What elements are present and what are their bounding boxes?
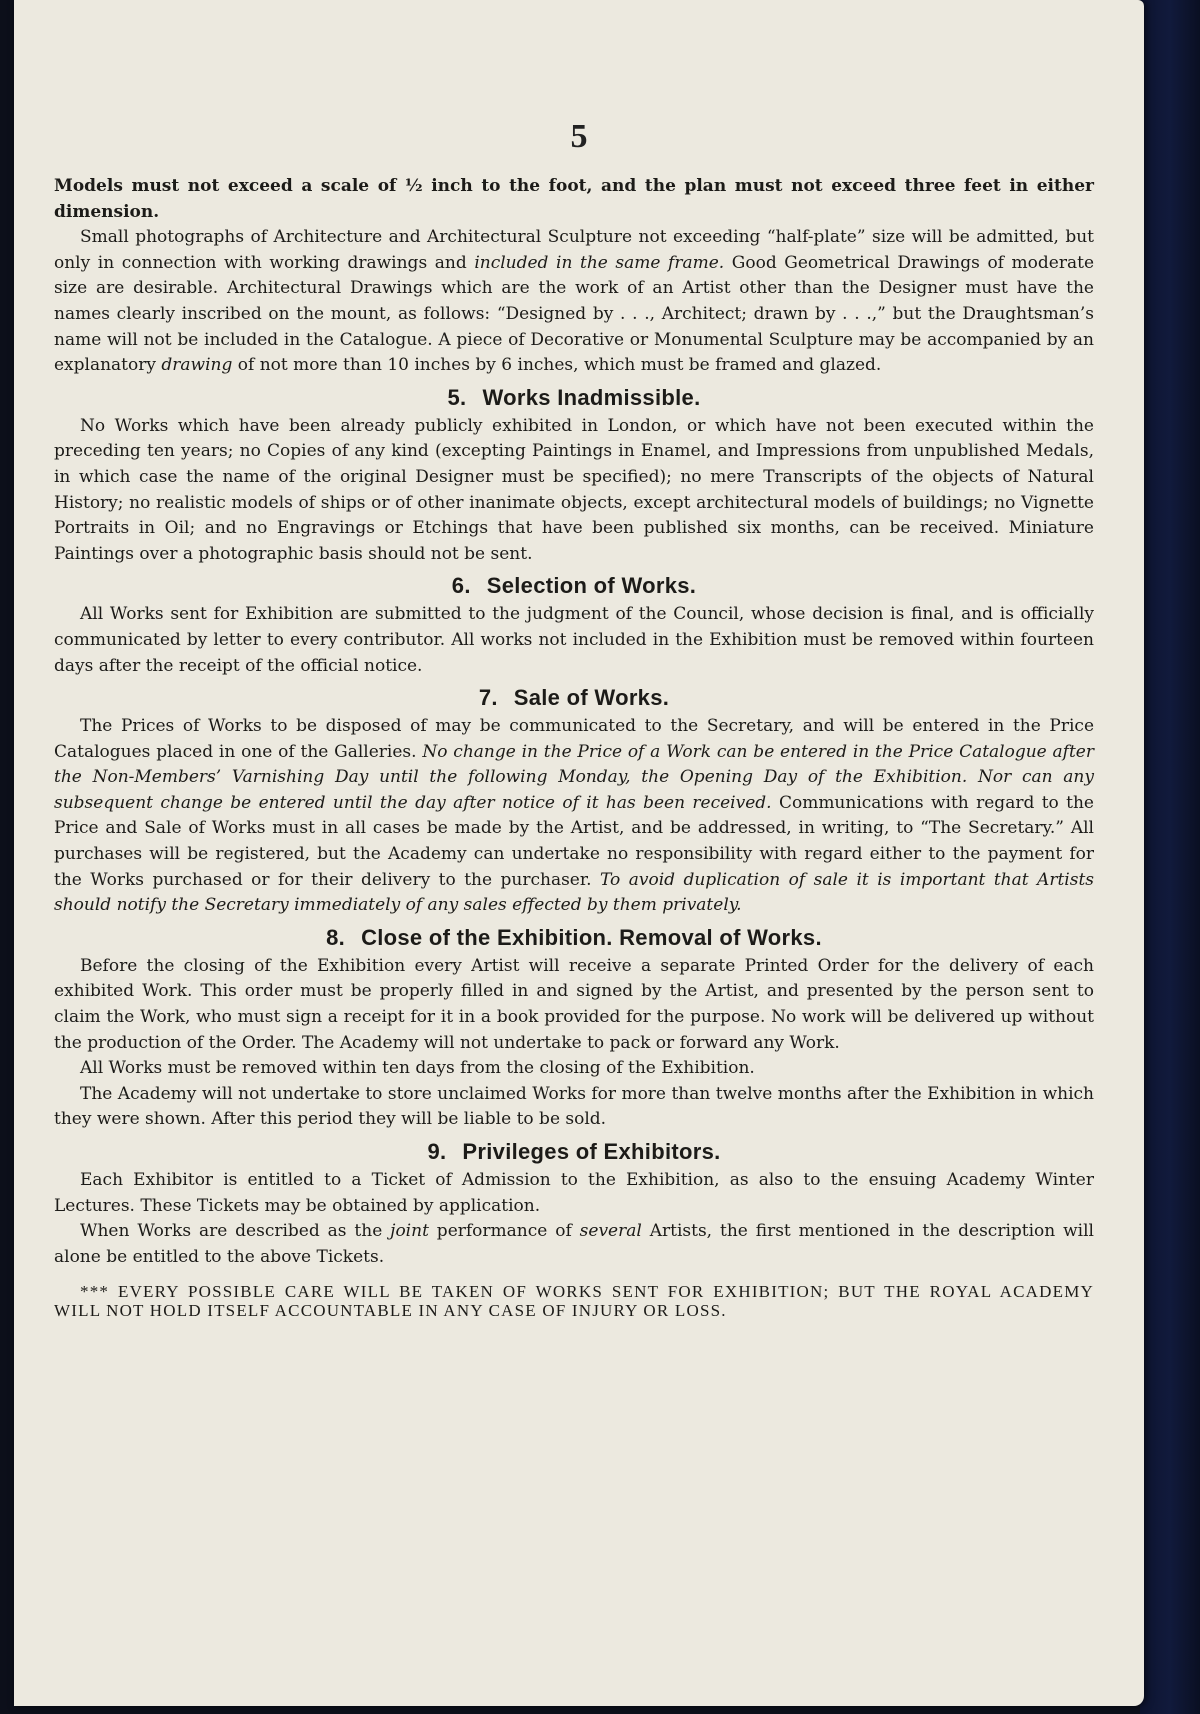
section-7-number: 7. [478, 685, 498, 711]
section-9-p2-emphasis-2: several [579, 1221, 642, 1242]
section-9-number: 9. [427, 1139, 447, 1164]
document-page [14, 0, 1144, 1706]
section-9-paragraph-1: Each Exhibitor is entitled to a Ticket of Admission to the Exhibition, as also to the ensuing Academy Winter Lectures. These Tickets may be obtained by application. [54, 1170, 1094, 1216]
intro-p2-text-c: of not more than 10 inches by 6 inches, which must be framed and glazed. [232, 355, 882, 376]
section-6-title: Selection of Works. [486, 573, 697, 599]
section-8-title: Close of the Exhibition. Removal of Works. [361, 924, 822, 950]
section-7-title: Sale of Works. [513, 685, 670, 711]
section-5-title: Works Inadmissible. [482, 384, 701, 410]
section-9-paragraph-2 [54, 1219, 1094, 1270]
section-9-p2-emphasis: joint [390, 1221, 429, 1242]
page-number: 5 [570, 118, 588, 155]
section-5-heading [54, 385, 1094, 411]
section-8-paragraph-3: The Academy will not undertake to store unclaimed Works for more than twelve months after the Exhibition in which they were shown. After this period they will be liable to be sold. [54, 1083, 1094, 1130]
section-7-emphasis-2: To avoid duplication of sale it is important that Artists should notify the Secretary immediately of any sales effected by them privately. [54, 869, 1094, 916]
section-7-text [54, 714, 1094, 919]
section-7-text-b: Communications with regard to the Price and Sale of Works must in all cases be made by the Artist, and be addressed, in writing, to “The Secretary.” All purchases will be registered, but the Academy can undertake no responsibility with regard either to the payment for the Works purchased or for their delivery to the purchaser. [54, 792, 1094, 890]
section-8-paragraph-1: Before the closing of the Exhibition every Artist will receive a separate Printed Order for the delivery of each exhibited Work. This order must be properly filled in and signed by the Artist, and presented by the person sent to claim the Work, who must sign a receipt for it in a book provided for the purpose. No work will be delivered up without the production of the Order. The Academy will not undertake to pack or forward any Work. [54, 955, 1094, 1053]
section-9-p2-text-b: performance of [428, 1221, 580, 1242]
liability-notice: *** EVERY POSSIBLE CARE WILL BE TAKEN OF WORKS SENT FOR EXHIBITION; BUT THE ROYAL ACADEMY WILL NOT HOLD ITSELF ACCOUNTABLE IN ANY CASE OF INJURY OR LOSS. [54, 1282, 1094, 1321]
section-7-text-a: The Prices of Works to be disposed of may be communicated to the Secretary, and will be entered in the Price Catalogues placed in one of the Galleries. [54, 716, 1094, 762]
intro-paragraph-1: Models must not exceed a scale of ½ inch to the foot, and the plan must not exceed three feet in either dimension. [54, 176, 1094, 222]
section-9-title: Privileges of Exhibitors. [462, 1139, 721, 1164]
section-9-p2-text-a: When Works are described as the [80, 1221, 391, 1242]
section-8-heading [54, 925, 1094, 951]
section-8-paragraph-2: All Works must be removed within ten days from the closing of the Exhibition. [80, 1058, 755, 1079]
page-content [54, 174, 1094, 1320]
intro-p2-text-a: Small photographs of Architecture and Architectural Sculpture not exceeding “half-plate” size will be admitted, but only in connection with working drawings and [54, 227, 1094, 273]
section-6-heading [54, 573, 1094, 599]
section-6-text: All Works sent for Exhibition are submitted to the judgment of the Council, whose decision is final, and is officially communicated by letter to every contributor. All works not included in the Exhibition must be removed within fourteen days after the receipt of the official notice. [54, 604, 1094, 676]
intro-p2-text-b: Good Geometrical Drawings of moderate size are desirable. Architectural Drawings which are the work of an Artist other than the Designer must have the names clearly inscribed on the mount, as follows: “Designed by . . ., Architect; drawn by . . .,” but the Draughtsman’s name will not be included in the Catalogue. A piece of Decorative or Monumental Sculpture may be accompanied by an explanatory [54, 252, 1095, 376]
intro-p2-emphasis-2: drawing [161, 355, 233, 376]
intro-p2-emphasis: included in the same frame. [474, 252, 725, 273]
section-7-heading [54, 685, 1094, 711]
section-9-heading [54, 1139, 1094, 1165]
section-5-text: No Works which have been already publicly exhibited in London, or which have not been executed within the preceding ten years; no Copies of any kind (excepting Paintings in Enamel, and Impressions from unpublished Medals, in which case the name of the original Designer must be specified); no mere Transcripts of the objects of Natural History; no realistic models of ships or of other inanimate objects, except architectural models of buildings; no Vignette Portraits in Oil; and no Engravings or Etchings that have been published six months, can be received. Miniature Paintings over a photographic basis should not be sent. [54, 415, 1094, 564]
section-7-emphasis: No change in the Price of a Work can be entered in the Price Catalogue after the Non-Members’ Varnishing Day until the following Monday, the Opening Day of the Exhibition. Nor can any subsequent change be entered until the day after notice of it has been received. [54, 741, 1094, 813]
intro-paragraph-2 [54, 225, 1094, 379]
section-6-number: 6. [451, 573, 471, 599]
section-5-number: 5. [447, 384, 467, 410]
section-9-p2-text-c: Artists, the first mentioned in the description will alone be entitled to the above Tickets. [54, 1221, 1094, 1267]
section-8-number: 8. [326, 924, 346, 950]
binding-backdrop [1140, 0, 1200, 1714]
